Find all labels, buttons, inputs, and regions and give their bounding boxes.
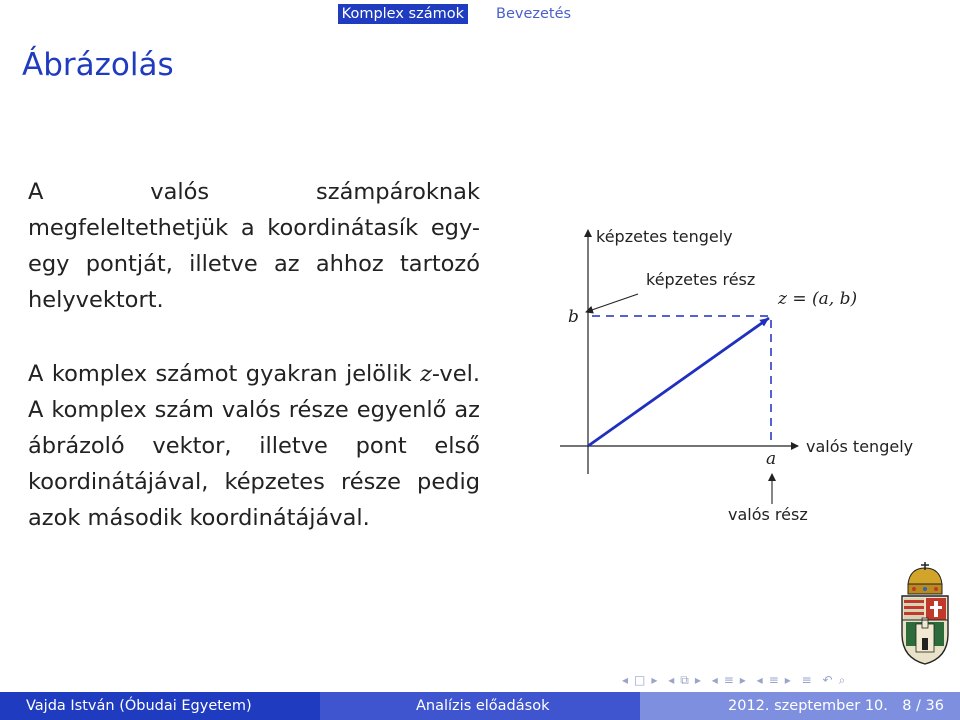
nav-frame-forward-icon[interactable]: ▸: [651, 673, 659, 687]
paragraph-notation-rest: -vel. A komplex szám valós része egyenlő az ábrázoló vektor, illetve pont első koordinátájával, képzetes része pedig azok második koordinátájával.: [28, 361, 480, 531]
crown-icon: [908, 562, 942, 594]
university-crest-logo: [894, 562, 956, 666]
nav-appendix-icon[interactable]: ≡: [801, 673, 813, 687]
paragraph-notation: [28, 356, 480, 536]
footer-bar: [0, 692, 960, 720]
real-axis-label: valós tengely: [806, 437, 914, 456]
real-part-label: valós rész: [728, 505, 808, 524]
nav-frame-icon[interactable]: □: [634, 673, 647, 687]
frame-title: Ábrázolás: [22, 47, 174, 83]
nav-doc-forward-icon[interactable]: ▸: [784, 673, 792, 687]
paragraph-notation-start: A komplex számot gyakran jelölik: [28, 361, 421, 387]
footer-page-number: 8 / 36: [902, 698, 944, 714]
nav-search-icon[interactable]: ⌕: [838, 673, 847, 687]
imaginary-part-label: képzetes rész: [646, 270, 756, 289]
nav-subsection-forward-icon[interactable]: ▸: [694, 673, 702, 687]
b-label: b: [568, 307, 579, 327]
header-bar: [0, 0, 960, 28]
nav-section-link[interactable]: Komplex számok: [338, 4, 468, 24]
nav-subsection-back-icon[interactable]: ◂: [668, 673, 676, 687]
nav-section-icon[interactable]: ≡: [723, 673, 735, 687]
point-label: z = (a, b): [778, 289, 858, 309]
nav-doc-back-icon[interactable]: ◂: [756, 673, 764, 687]
a-label: a: [766, 449, 777, 469]
nav-undo-icon[interactable]: ↶: [822, 673, 834, 687]
paragraph-representation: A valós számpároknak megfeleltethetjük a koordinátasík egy-egy pontját, illetve az ahhoz tartozó helyvektort.: [28, 179, 480, 313]
nav-section-back-icon[interactable]: ◂: [711, 673, 719, 687]
position-vector: [588, 318, 769, 446]
footer-course: Analízis előadások: [416, 698, 550, 714]
footer-date: 2012. szeptember 10.: [728, 698, 888, 714]
imaginary-axis-label: képzetes tengely: [596, 227, 733, 246]
complex-plane-diagram: [540, 222, 940, 532]
variable-z: z: [420, 361, 432, 387]
nav-slides-icon[interactable]: ⧉: [680, 673, 690, 687]
nav-subsection-link[interactable]: Bevezetés: [496, 6, 572, 22]
imaginary-part-pointer: [586, 294, 638, 312]
beamer-navigation: [622, 672, 952, 688]
nav-section-forward-icon[interactable]: ▸: [739, 673, 747, 687]
nav-frame-back-icon[interactable]: ◂: [622, 673, 630, 687]
nav-doc-icon[interactable]: ≡: [768, 673, 780, 687]
footer-author: Vajda István (Óbudai Egyetem): [26, 698, 252, 714]
